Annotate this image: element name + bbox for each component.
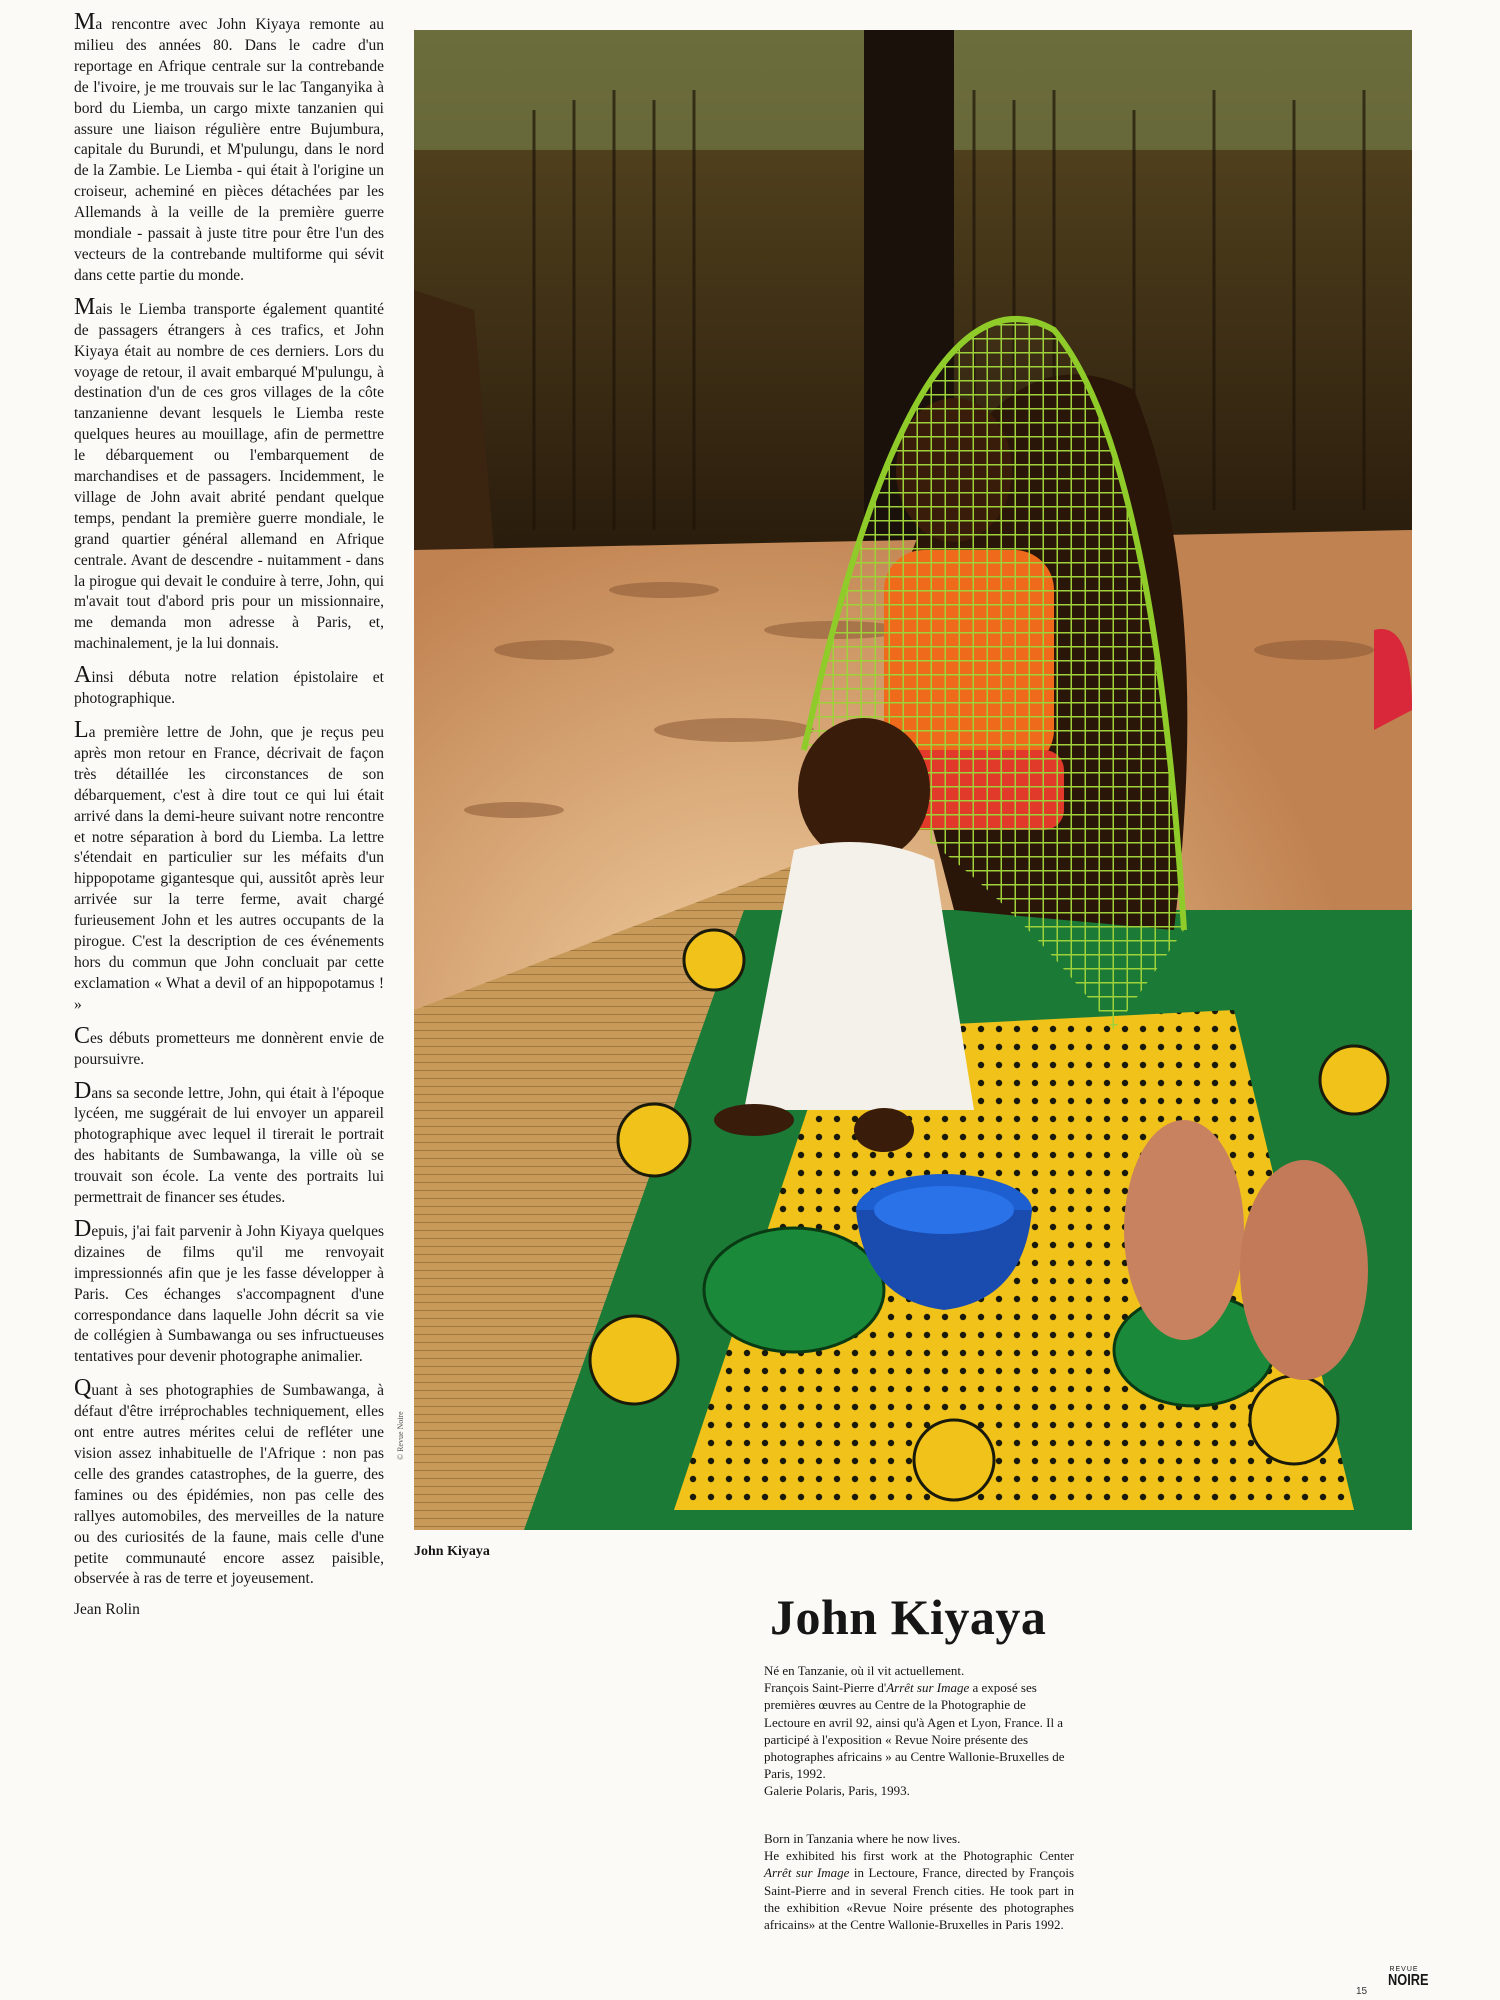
article-paragraph [74, 295, 384, 655]
bio-fr-line: Né en Tanzanie, où il vit actuellement. [764, 1663, 965, 1678]
paragraph-text: uant à ses photographies de Sumbawanga, à défaut d'être irréprochables techniquement, elles ont entre autres mérites celui de refléter une vision assez inhabituelle de l'Afrique : non pas celle des grandes catastrophes, de la guerre, des famines ou des épidémies, non pas celle des rallyes automobiles, des merveilles de la nature ou des curiosités de la faune, mais celle d'une petite communauté encore assez paisible, observée à ras de terre et joyeusement. [74, 1382, 384, 1588]
portrait-photo [414, 30, 1412, 1530]
bio-french [764, 1662, 1074, 1800]
bio-fr-text: a exposé ses premières œuvres au Centre de la Photographie de Lectoure en avril 92, ainsi qu'à Agen et Lyon, France. Il a participé à l'exposition « Revue Noire présente des photographes africains » au Centre Wallonie-Bruxelles de Paris, 1992. [764, 1680, 1065, 1782]
drop-initial: D [74, 1215, 92, 1242]
article-paragraph [74, 1217, 384, 1368]
bio-fr-paragraph [764, 1679, 1074, 1782]
photo-caption: John Kiyaya [414, 1544, 490, 1559]
paragraph-text: ais le Liemba transporte également quantité de passagers étrangers à ces trafics, et John Kiyaya était au nombre de ces derniers. Lors du voyage de retour, il avait embarqué M'pulungu, à destination d'un de ces gros villages de la côte tanzanienne devant lesquels le Liemba reste quelques heures au mouillage, afin de permettre le débarquement ou l'embarquement de marchandises et de passagers. Incidemment, le village de John avait abrité pendant quelque temps, pendant la première guerre mondiale, le grand quartier général allemand en Afrique centrale. Avant de descendre - nuitamment - dans la pirogue qui devait le conduire à terre, John, qui m'avait tout d'abord pris pour un missionnaire, me demanda mon adresse à Paris, et, machinalement, je la lui donnais. [74, 300, 384, 653]
drop-initial: Q [74, 1375, 92, 1402]
bio-fr-text: François Saint-Pierre d' [764, 1680, 887, 1696]
bio-en-text: in Lectoure, France, directed by François Saint-Pierre and in several French cities. He took part in the exhibition «Revue Noire présente des photographes africains» at the Centre Wallonie-Bruxelles in Paris 1992. [764, 1865, 1075, 1933]
article-paragraph [74, 1376, 384, 1590]
drop-initial: D [74, 1077, 92, 1104]
paragraph-text: a rencontre avec John Kiyaya remonte au milieu des années 80. Dans le cadre d'un reportage en Afrique centrale sur la contrebande de l'ivoire, je me trouvais sur le lac Tanganyika à bord du Liemba, un cargo mixte tanzanien qui assure une liaison régulière entre Bujumbura, capitale du Burundi, et M'pulungu, dans le nord de la Zambie. Le Liemba - qui était à l'origine un croiseur, acheminé en pièces détachées par les Allemands à la veille de la première guerre mondiale - passait à juste titre pour être l'un des vecteurs de la contrebande multiforme qui sévit dans cette partie du monde. [74, 16, 384, 284]
article-paragraph [74, 1024, 384, 1071]
drop-initial: M [74, 293, 96, 320]
bio-en-italic: Arrêt sur Image [764, 1865, 850, 1881]
photo-illustration [414, 30, 1412, 1530]
logo-line: NOIRE [1388, 1972, 1429, 1989]
article-paragraph [74, 10, 384, 287]
drop-initial: M [74, 9, 96, 35]
drop-initial: L [74, 717, 89, 743]
bio-english [764, 1830, 1074, 1933]
page-title: John Kiyaya [770, 1589, 1047, 1645]
article-paragraph [74, 663, 384, 710]
paragraph-text: ans sa seconde lettre, John, qui était à l'époque lycéen, me suggérait de lui envoyer un appareil photographique avec lequel il tirerait le portrait des habitants de Sumbawanga, la ville où se trouvait son école. La vente des portraits lui permettrait de financer ses études. [74, 1084, 384, 1207]
paragraph-text: insi débuta notre relation épistolaire et photographique. [74, 669, 384, 708]
bio-en-line: Born in Tanzania where he now lives. [764, 1831, 961, 1846]
photo-copyright: © Revue Noire [396, 1411, 405, 1460]
bio-en-text: He exhibited his first work at the Photographic Center [764, 1848, 1074, 1864]
drop-initial: A [74, 662, 92, 689]
paragraph-text: epuis, j'ai fait parvenir à John Kiyaya quelques dizaines de films qu'il me renvoyait impressionnés afin que je les fasse développer à Paris. Ces échanges s'accompagnent d'une correspondance dans laquelle John décrit sa vie de collégien à Sumbawanga ou ses infructueuses tentatives pour devenir photographe animalier. [74, 1222, 384, 1366]
article-column [74, 10, 384, 1621]
page-number: 15 [1356, 1986, 1368, 1997]
paragraph-text: a première lettre de John, que je reçus peu après mon retour en France, décrivait de façon très détaillée les circonstances de son débarquement, c'est à dire tout ce qui lui était arrivé dans la demi-heure suivant notre rencontre et notre séparation à bord du Liemba. La lettre s'étendait en particulier sur les méfaits d'un hippopotame gigantesque qui, aussitôt après leur arrivée sur la terre ferme, avait chargé furieusement John et les autres occupants de la pirogue. C'est la description de ces événements hors du commun que John concluait par cette exclamation « What a devil of an hippopotamus ! » [74, 724, 384, 1013]
author-signature: Jean Rolin [74, 1601, 140, 1619]
article-paragraph [74, 718, 384, 1016]
drop-initial: C [74, 1022, 91, 1049]
revue-noire-logo [1384, 1966, 1429, 1989]
bio-en-paragraph [764, 1847, 1074, 1933]
bio-fr-line: Galerie Polaris, Paris, 1993. [764, 1783, 910, 1799]
paragraph-text: es débuts prometteurs me donnèrent envie de poursuivre. [74, 1029, 384, 1068]
article-paragraph [74, 1079, 384, 1209]
bio-fr-italic: Arrêt sur Image [886, 1680, 970, 1696]
logo-line: REVUE [1389, 1966, 1419, 1973]
